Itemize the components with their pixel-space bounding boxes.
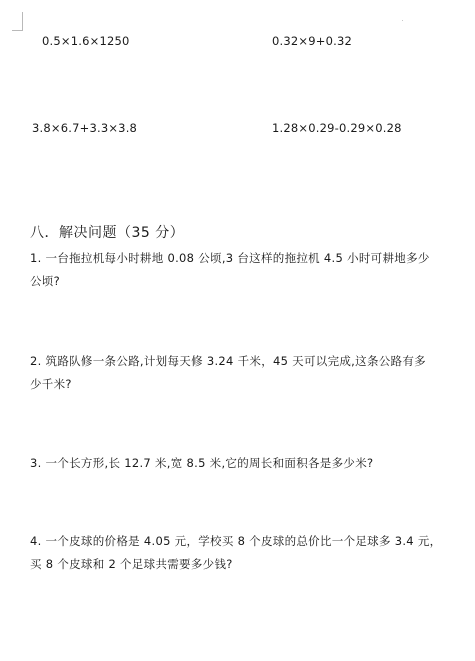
question-4-line-2: 买 8 个皮球和 2 个足球共需要多少钱? <box>30 557 233 571</box>
question-2 <box>30 350 458 396</box>
question-1 <box>30 247 458 293</box>
question-4-line-1: 4. 一个皮球的价格是 4.05 元，学校买 8 个皮球的总价比一个足球多 3.4 元， <box>30 534 442 548</box>
question-4 <box>30 530 458 576</box>
calc-expression-2: 0.32×9+0.32 <box>272 34 352 48</box>
calc-expression-1: 0.5×1.6×1250 <box>42 34 130 48</box>
question-3 <box>30 452 458 475</box>
section-title: 八．解决问题（35 分） <box>30 225 185 241</box>
page-corner-mark <box>12 12 23 31</box>
question-2-line-2: 少千米? <box>30 377 72 391</box>
question-3-line-1: 3. 一个长方形,长 12.7 米,宽 8.5 米,它的周长和面积各是多少米? <box>30 456 374 470</box>
page-speck <box>402 20 403 21</box>
question-1-line-2: 公顷? <box>30 274 61 288</box>
question-2-line-1: 2. 筑路队修一条公路,计划每天修 3.24 千米，45 天可以完成,这条公路有多 <box>30 354 426 368</box>
calc-expression-3: 3.8×6.7+3.3×3.8 <box>32 121 138 135</box>
question-1-line-1: 1. 一台拖拉机每小时耕地 0.08 公顷,3 台这样的拖拉机 4.5 小时可耕地多少 <box>30 251 430 265</box>
calc-expression-4: 1.28×0.29-0.29×0.28 <box>272 121 402 135</box>
